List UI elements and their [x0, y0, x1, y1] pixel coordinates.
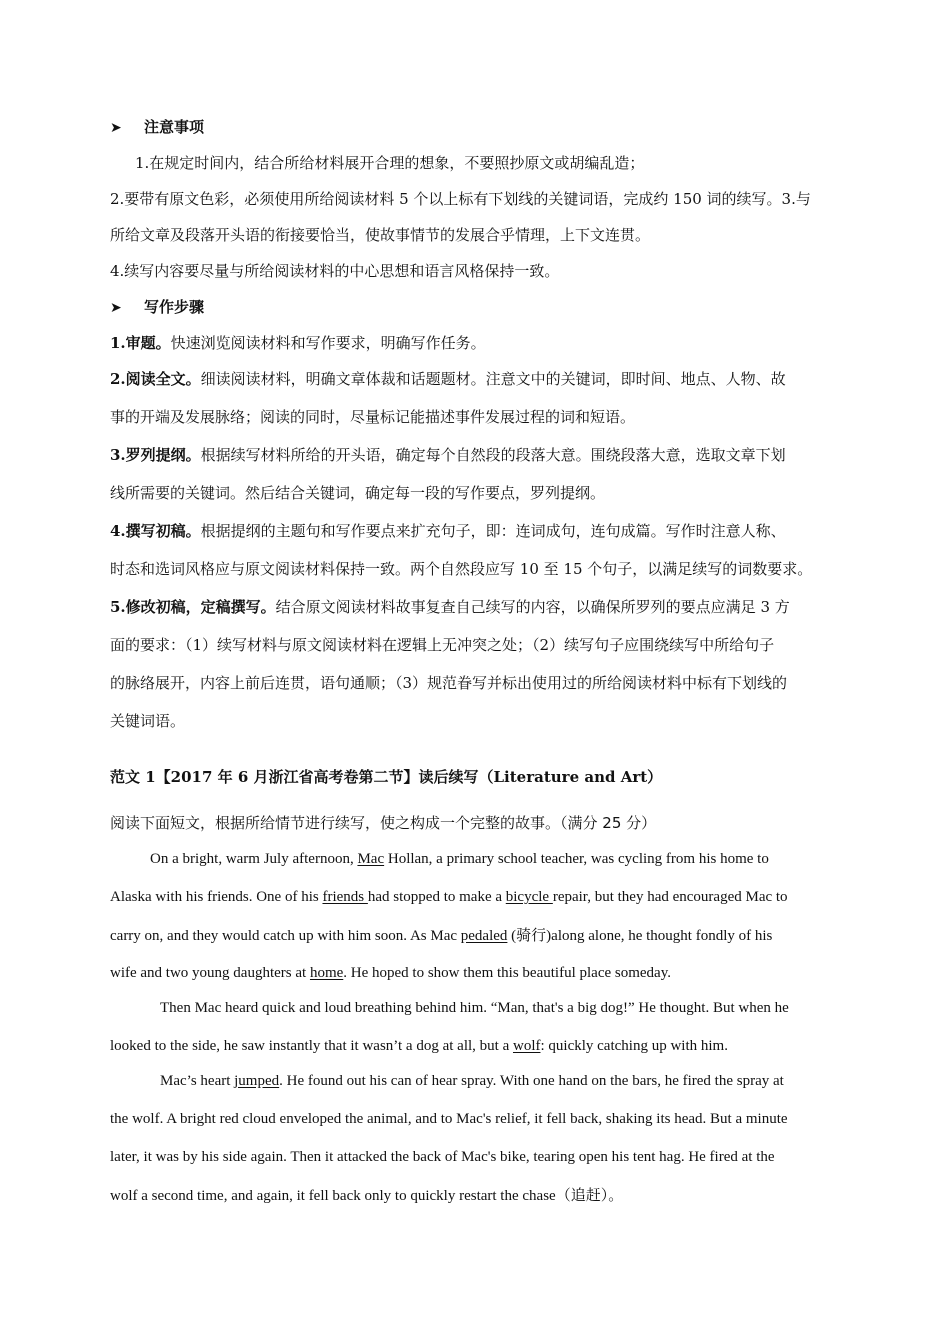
step-5-cont-1: 面的要求：（1）续写材料与原文阅读材料在逻辑上无冲突之处；（2）续写句子应围绕续写中所给句子 — [110, 636, 775, 654]
step-3: 3.罗列提纲。根据续写材料所给的开头语，确定每个自然段的段落大意。围绕段落大意，选取文章下划 — [110, 446, 786, 464]
passage-p1-line1: On a bright, warm July afternoon, Mac Hollan, a primary school teacher, was cycling from his home to — [150, 851, 769, 867]
notes-heading: ➤ 注意事项 — [110, 118, 205, 136]
notes-item-2: 2.要带有原文色彩，必须使用所给阅读材料 5 个以上标有下划线的关键词语，完成约 150 词的续写。3.与 — [110, 190, 811, 208]
step-1: 1.审题。快速浏览阅读材料和写作要求，明确写作任务。 — [110, 334, 486, 352]
passage-p1-line3: carry on, and they would catch up with him soon. As Mac pedaled (骑行)along alone, he thought fondly of his — [110, 926, 773, 944]
passage-p1-line4: wife and two young daughters at home. He hoped to show them this beautiful place someday. — [110, 965, 671, 981]
example-instruction: 阅读下面短文，根据所给情节进行续写，使之构成一个完整的故事。（满分 25 分） — [110, 814, 657, 832]
step-2-cont: 事的开端及发展脉络；阅读的同时，尽量标记能描述事件发展过程的词和短语。 — [110, 408, 636, 426]
arrow-bullet-icon: ➤ — [110, 300, 122, 316]
step-2: 2.阅读全文。细读阅读材料，明确文章体裁和话题题材。注意文中的关键词，即时间、地点、人物、故 — [110, 370, 786, 388]
passage-p3-line1: Mac’s heart jumped. He found out his can of hear spray. With one hand on the bars, he fired the spray at — [160, 1073, 784, 1089]
passage-p3-line2: the wolf. A bright red cloud enveloped the animal, and to Mac's relief, it fell back, shaking its head. But a minute — [110, 1111, 788, 1127]
step-3-cont: 线所需要的关键词。然后结合关键词，确定每一段的写作要点，罗列提纲。 — [110, 484, 606, 502]
passage-p2-line2: looked to the side, he saw instantly that it wasn’t a dog at all, but a wolf: quickly catching up with him. — [110, 1038, 728, 1054]
arrow-bullet-icon: ➤ — [110, 120, 122, 136]
step-4: 4.撰写初稿。根据提纲的主题句和写作要点来扩充句子，即：连词成句，连句成篇。写作时注意人称、 — [110, 522, 786, 540]
passage-p1-line2: Alaska with his friends. One of his friends had stopped to make a bicycle repair, but they had encouraged Mac to — [110, 889, 788, 905]
step-4-cont: 时态和选词风格应与原文阅读材料保持一致。两个自然段应写 10 至 15 个句子，以满足续写的词数要求。 — [110, 560, 813, 578]
passage-p2-line1: Then Mac heard quick and loud breathing behind him. “Man, that's a big dog!” He thought. But when he — [160, 1000, 789, 1016]
step-5: 5.修改初稿，定稿撰写。结合原文阅读材料故事复查自己续写的内容，以确保所罗列的要点应满足 3 方 — [110, 598, 790, 616]
notes-item-2-cont: 所给文章及段落开头语的衔接要恰当，使故事情节的发展合乎情理，上下文连贯。 — [110, 226, 651, 244]
notes-item-4: 4.续写内容要尽量与所给阅读材料的中心思想和语言风格保持一致。 — [110, 262, 560, 280]
example-title: 范文 1【2017 年 6 月浙江省高考卷第二节】读后续写（Literature and Art） — [110, 768, 663, 786]
steps-heading: ➤ 写作步骤 — [110, 298, 205, 316]
step-5-cont-3: 关键词语。 — [110, 712, 186, 730]
notes-item-1: 1.在规定时间内，结合所给材料展开合理的想象，不要照抄原文或胡编乱造； — [135, 154, 645, 172]
passage-p3-line3: later, it was by his side again. Then it attacked the back of Mac's bike, tearing open his tent hag. He fired at the — [110, 1149, 775, 1165]
passage-p3-line4: wolf a second time, and again, it fell back only to quickly restart the chase（追赶）。 — [110, 1186, 624, 1204]
step-5-cont-2: 的脉络展开，内容上前后连贯，语句通顺；（3）规范眷写并标出使用过的所给阅读材料中标有下划线的 — [110, 674, 788, 692]
document-page — [110, 112, 875, 1205]
